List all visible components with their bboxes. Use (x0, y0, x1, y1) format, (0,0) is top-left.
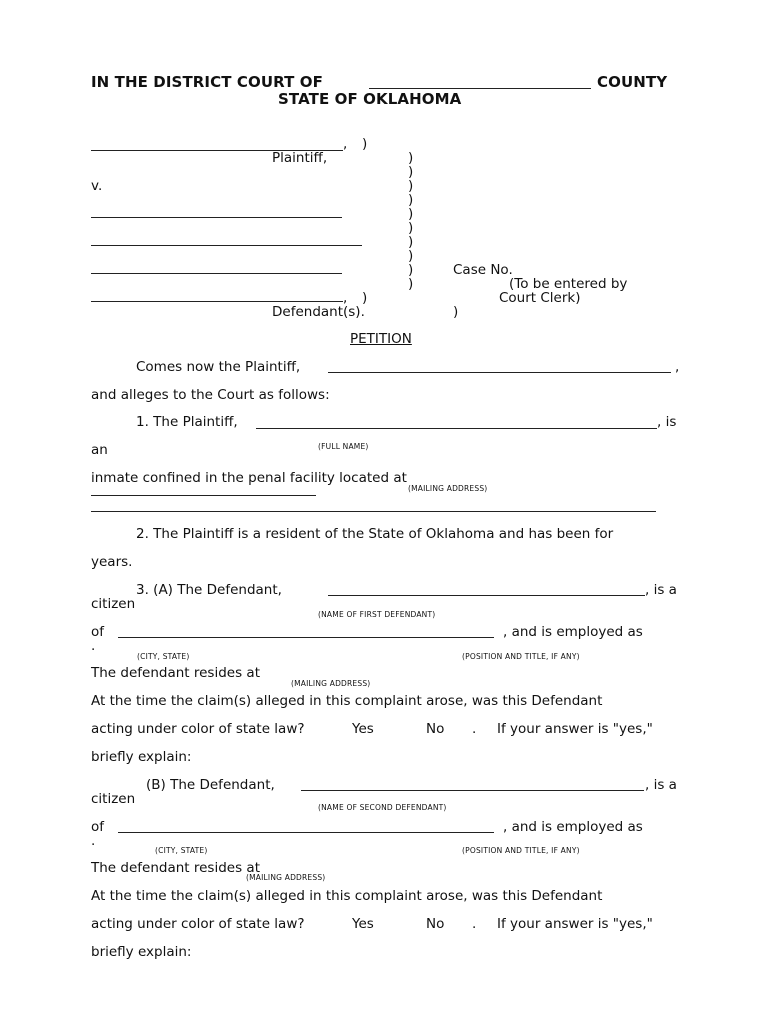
defendant-a-start: 3. (A) The Defendant, (136, 582, 282, 598)
caption-paren: ) (362, 136, 368, 152)
second-defendant-caption: (NAME OF SECOND DEFENDANT) (318, 803, 447, 812)
document-title: PETITION (350, 331, 412, 347)
defendant-a-resides: The defendant resides at (91, 665, 260, 681)
facility-address-field[interactable] (91, 495, 316, 496)
defendant-b-no[interactable]: No (426, 916, 445, 932)
position-title-caption-b: (POSITION AND TITLE, IF ANY) (462, 846, 580, 855)
paragraph-1-is: , is (657, 414, 677, 430)
facility-address-field-2[interactable] (91, 511, 656, 512)
caption-paren: ) (408, 206, 414, 222)
comes-now-text: Comes now the Plaintiff, (136, 359, 301, 375)
versus-label: v. (91, 178, 103, 194)
caption-paren: ) (408, 192, 414, 208)
mailing-address-caption: (MAILING ADDRESS) (408, 484, 488, 493)
city-state-caption-b: (CITY, STATE) (155, 846, 208, 855)
defendant-a-dot: . (91, 638, 96, 654)
plaintiff-full-name-field[interactable] (256, 428, 657, 429)
plaintiff-label: Plaintiff, (272, 150, 328, 166)
defendant-b-dot: . (91, 833, 96, 849)
defendant-a-briefly: briefly explain: (91, 749, 192, 765)
defendant-b-is-a: , is a (645, 777, 677, 793)
defendants-label: Defendant(s). (272, 304, 365, 320)
defendant-a-city-field[interactable] (118, 637, 494, 638)
defendant-name-blank-2[interactable] (91, 245, 362, 246)
defendant-name-blank-1[interactable] (91, 217, 342, 218)
defendant-b-of: of (91, 819, 105, 835)
defendant-name-blank-4[interactable] (91, 301, 343, 302)
defendant-b-period: . (472, 916, 477, 932)
case-number-label: Case No. (453, 262, 513, 278)
caption-paren: ) (408, 220, 414, 236)
county-name-blank[interactable] (369, 88, 591, 89)
plaintiff-name-field[interactable] (328, 372, 671, 373)
defendant-b-start: (B) The Defendant, (146, 777, 275, 793)
defendant-b-employed: , and is employed as (503, 819, 643, 835)
defendant-b-briefly: briefly explain: (91, 944, 192, 960)
paragraph-1-start: 1. The Plaintiff, (136, 414, 238, 430)
caption-paren: ) (408, 234, 414, 250)
position-title-caption: (POSITION AND TITLE, IF ANY) (462, 652, 580, 661)
alleges-text: and alleges to the Court as follows: (91, 387, 330, 403)
defendant-a-claim-question: At the time the claim(s) alleged in this complaint arose, was this Defendant (91, 693, 603, 709)
defendant-b-city-field[interactable] (118, 832, 494, 833)
caption-paren: ) (408, 164, 414, 180)
defendant-a-name-field[interactable] (328, 595, 645, 596)
comes-now-comma: , (675, 359, 680, 375)
defendant-b-resides: The defendant resides at (91, 860, 260, 876)
defendant-b-name-field[interactable] (301, 790, 644, 791)
court-heading-prefix: IN THE DISTRICT COURT OF (91, 73, 323, 91)
defendant-b-claim-question: At the time the claim(s) alleged in this complaint arose, was this Defendant (91, 888, 603, 904)
caption-paren: ) (408, 276, 414, 292)
defendant-a-yes[interactable]: Yes (352, 721, 374, 737)
full-name-caption: (FULL NAME) (318, 442, 369, 451)
defendant-b-citizen: citizen (91, 791, 136, 807)
defendant-a-period: . (472, 721, 477, 737)
years-text: years. (91, 554, 133, 570)
defendant-a-no[interactable]: No (426, 721, 445, 737)
caption-comma: , (343, 136, 348, 152)
defendant-a-address-caption: (MAILING ADDRESS) (291, 679, 371, 688)
caption-paren: ) (408, 248, 414, 264)
court-clerk-note: Court Clerk) (499, 290, 581, 306)
state-heading: STATE OF OKLAHOMA (278, 90, 462, 108)
paragraph-2-text: 2. The Plaintiff is a resident of the State of Oklahoma and has been for (136, 526, 614, 542)
defendant-a-employed: , and is employed as (503, 624, 643, 640)
defendant-a-of: of (91, 624, 105, 640)
city-state-caption: (CITY, STATE) (137, 652, 190, 661)
defendant-b-yes[interactable]: Yes (352, 916, 374, 932)
caption-paren: ) (408, 150, 414, 166)
caption-comma: , (343, 290, 348, 306)
defendant-a-citizen: citizen (91, 596, 136, 612)
defendant-a-if-yes: If your answer is "yes," (497, 721, 653, 737)
caption-paren: ) (408, 262, 414, 278)
caption-paren: ) (453, 304, 459, 320)
court-heading-suffix: COUNTY (597, 73, 668, 91)
paragraph-1-an: an (91, 442, 108, 458)
defendant-b-if-yes: If your answer is "yes," (497, 916, 653, 932)
inmate-text: inmate confined in the penal facility located at (91, 470, 407, 486)
defendant-b-address-caption: (MAILING ADDRESS) (246, 873, 326, 882)
defendant-a-is-a: , is a (645, 582, 677, 598)
defendant-b-acting: acting under color of state law? (91, 916, 305, 932)
first-defendant-caption: (NAME OF FIRST DEFENDANT) (318, 610, 436, 619)
case-number-note: (To be entered by (509, 276, 628, 292)
caption-paren: ) (408, 178, 414, 194)
defendant-a-acting: acting under color of state law? (91, 721, 305, 737)
defendant-name-blank-3[interactable] (91, 273, 342, 274)
caption-paren: ) (362, 290, 368, 306)
